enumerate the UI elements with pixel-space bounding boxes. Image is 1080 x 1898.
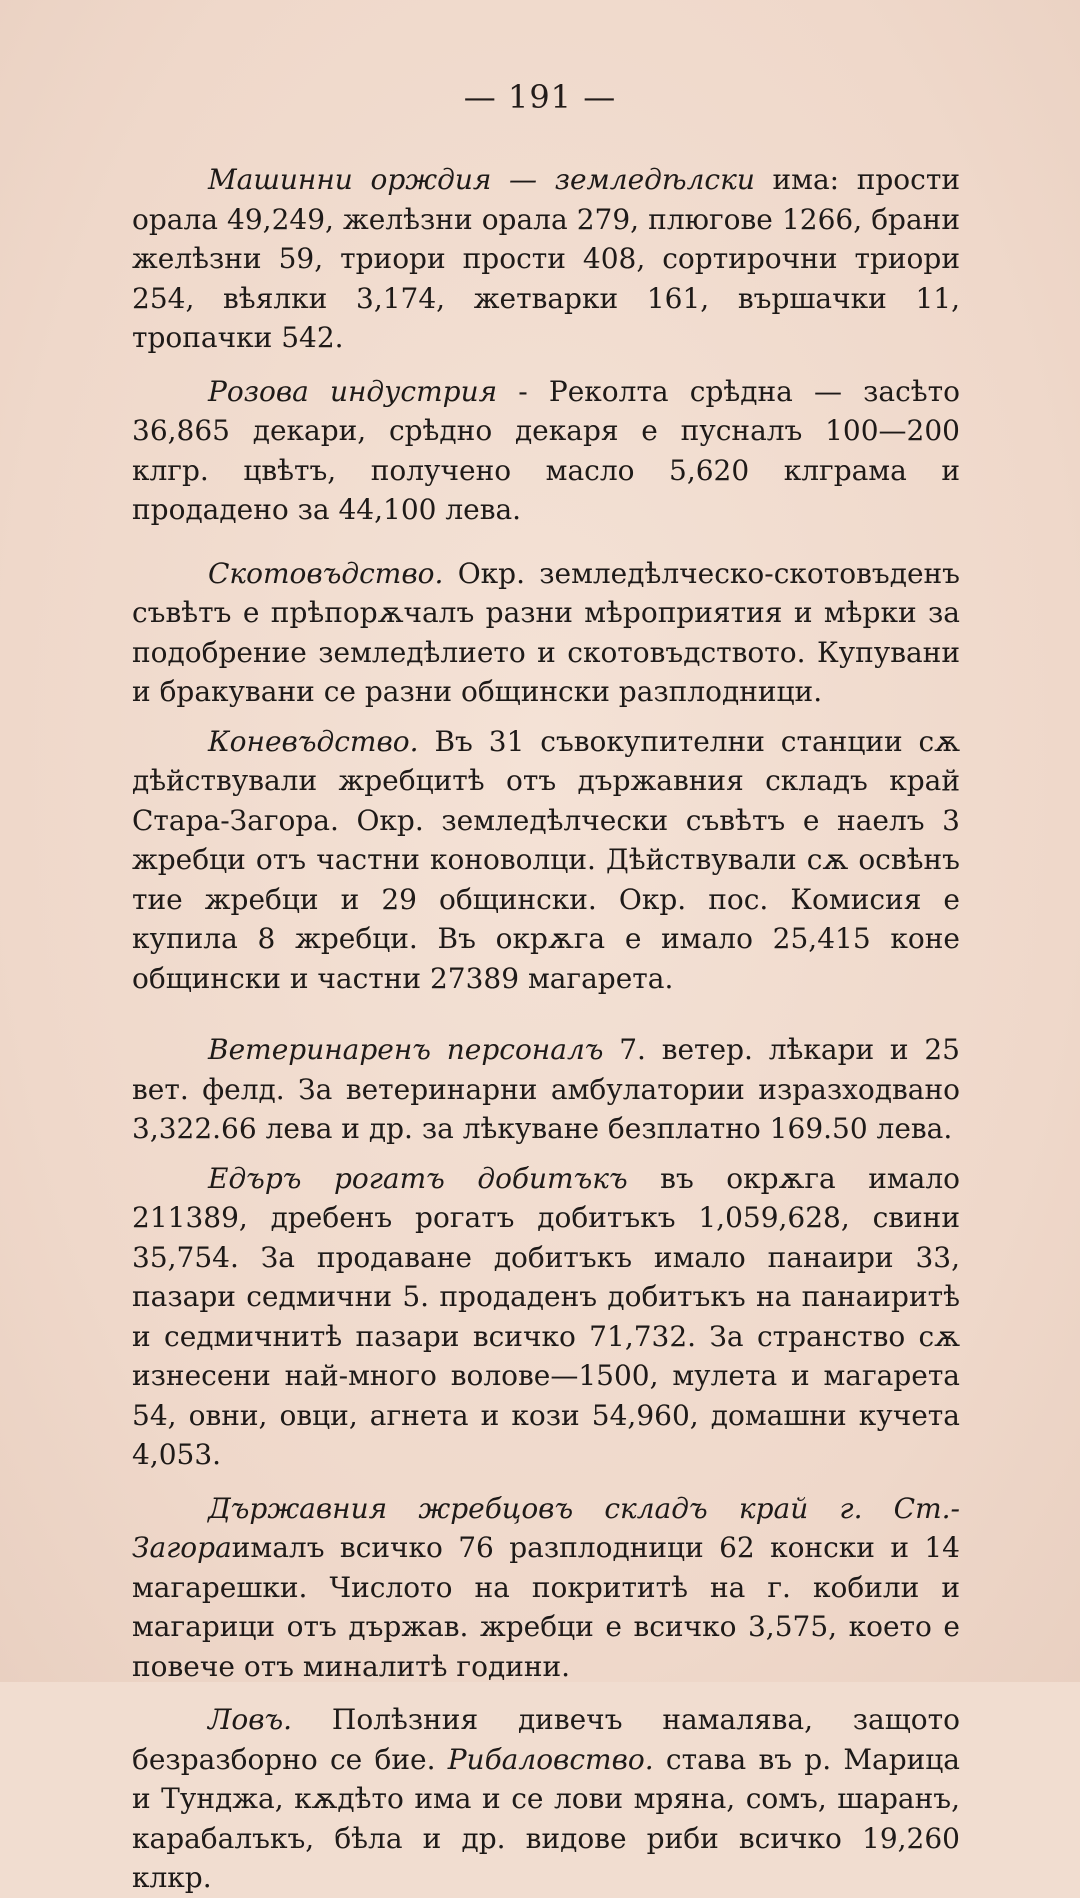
paragraph-text: Окр. земледѣлческо-скотовъденъ съвѣтъ е прѣпорѫчалъ разни мѣроприятия и мѣрки за подобрение земледѣлието и скотовъдството. Купувани и бракувани се разни общински разплодници. (132, 556, 960, 708)
paragraph-text: има: прости орала 49,249, желѣзни орала 279, плюгове 1266, брани желѣзни 59, триори прости 408, сортирочни триори 254, вѣялки 3,174, жетварки 161, вършачки 11, тропачки 542. (132, 163, 961, 354)
paragraph-hunting-fishing (132, 1700, 960, 1898)
paragraph-livestock-breeding (132, 554, 960, 712)
paragraph-rose-industry (132, 372, 960, 530)
paragraph-text: Въ 31 съвокупителни станции сѫ дѣйствували жребцитѣ отъ държавния складъ край Стара-Загора. Окр. земледѣлчески съвѣтъ е наелъ 3 жребци отъ частни коноволци. Дѣйствували сѫ освѣнъ тие жребци и 29 общински. Окр. пос. Комисия е купила 8 жребци. Въ окрѫга е имало 25,415 коне общински и частни 27389 магарета. (132, 724, 960, 995)
paragraph-agricultural-tools (132, 160, 960, 358)
paragraph-text: Полѣзния дивечъ намалява, защото безразборно се бие. (132, 1703, 960, 1776)
paragraph-heading: Държавния жребцовъ складъ край г. Ст.-Загора (132, 1491, 960, 1564)
page-body (132, 160, 960, 1898)
paragraph-text: ималъ всичко 76 разплодници 62 конски и 14 магарешки. Числото на покрититѣ на г. кобили и магарици отъ държав. жребци е всичко 3,575, което е повече отъ миналитѣ години. (132, 1531, 960, 1683)
paragraph-text: - Реколта срѣдна — засѣто 36,865 декари, срѣдно декаря е пусналъ 100—200 клгр. цвѣтъ, получено масло 5,620 клграма и продадено за 44,100 лева. (132, 374, 960, 526)
paragraph-text: става въ р. Марица и Тунджа, кѫдѣто има и се лови мряна, сомъ, шаранъ, карабалъкъ, бѣла и др. видове риби всичко 19,260 клкр. (132, 1742, 960, 1894)
paragraph-text: въ окрѫга имало 211389, дребенъ рогатъ добитъкъ 1,059,628, свини 35,754. За продаване добитъкъ имало панаири 33, пазари седмични 5. продаденъ добитъкъ на панаиритѣ и седмичнитѣ пазари всичко 71,732. За странство сѫ изнесени най-много волове—1500, мулета и магарета 54, овни, овци, агнета и кози 54,960, домашни кучета 4,053. (132, 1161, 960, 1471)
paragraph-subheading: Рибаловство. (447, 1742, 654, 1776)
paragraph-heading: Машинни орждия — земледѣлски (208, 163, 755, 196)
paragraph-heading: Едъръ рогатъ добитъкъ (208, 1161, 628, 1195)
paragraph-text: 7. ветер. лѣкари и 25 вет. фелд. За ветеринарни амбулатории изразходвано 3,322.66 лева и др. за лѣкуване безплатно 169.50 лева. (132, 1033, 960, 1145)
paragraph-cattle (132, 1159, 960, 1475)
page-number: — 191 — (463, 78, 617, 116)
paragraph-horse-breeding (132, 722, 960, 999)
paragraph-heading: Скотовъдство. (208, 556, 444, 590)
paragraph-state-stud-depot (132, 1489, 960, 1687)
paragraph-heading: Ловъ. (208, 1703, 293, 1736)
paragraph-heading: Коневъдство. (208, 724, 419, 758)
paragraph-heading: Розова индустрия (208, 374, 498, 408)
paragraph-heading: Ветеринаренъ персоналъ (208, 1033, 604, 1066)
paragraph-veterinary-staff (132, 1030, 960, 1149)
